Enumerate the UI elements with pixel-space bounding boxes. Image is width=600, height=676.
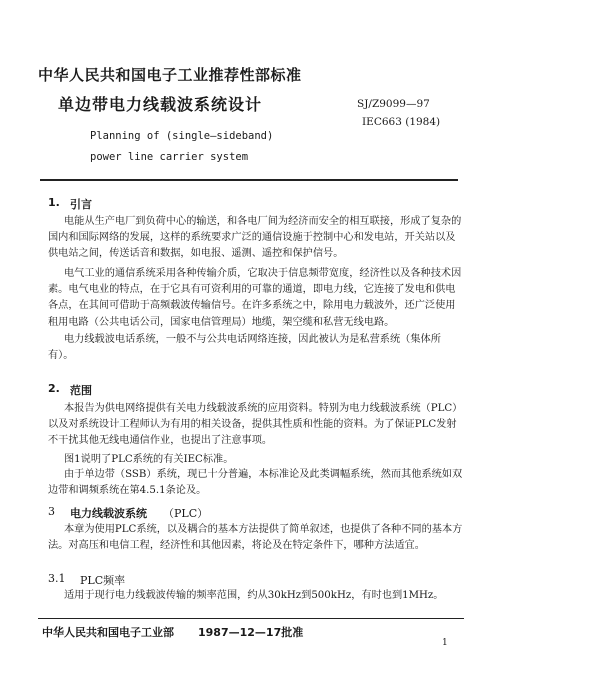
iec-reference: IEC663 (1984)	[362, 116, 441, 128]
section-2-paragraph-3: 由于单边带（SSB）系统，现已十分普遍，本标准论及此类调幅系统，然而其他系统如双边带和调频系统在第4.5.1条论及。	[48, 469, 463, 497]
subsection-3-1-title: PLC频率	[80, 574, 126, 587]
standard-number: SJ/Z9099—97	[357, 98, 430, 110]
approval-date: 1987—12—17批准	[198, 626, 304, 639]
section-1-paragraph-2: 电气工业的通信系统采用各种传输介质，它取决于信息频带宽度，经济性以及各种技术因素。电气电业的特点，在于它具有可资利用的可靠的通道，即电力线，它连接了发电和供电各点，在其间可借助于高频载波传输信号。在许多系统之中，除用电力载波外，还广泛使用租用电路（公共电话公司，国家电信管理局）地缆，架空缆和私营无线电路。	[48, 268, 462, 328]
issuing-authority: 中华人民共和国电子工业部	[42, 626, 174, 639]
standard-category-title: 中华人民共和国电子工业推荐性部标准	[38, 66, 302, 84]
english-title-line-1: Planning of (single–sideband)	[90, 130, 274, 142]
section-1-paragraph-3: 电力线载波电话系统，一般不与公共电话网络连接，因此被认为是私营系统（集体所有）。	[48, 334, 441, 362]
english-title-line-2: power line carrier system	[90, 151, 249, 163]
document-title: 单边带电力线载波系统设计	[58, 95, 263, 114]
subsection-3-1-paragraph: 适用于现行电力线载波传输的频率范围，约从30kHz到500kHz，有时也到1MHz。	[64, 590, 444, 601]
section-3-number: 3	[48, 505, 55, 518]
section-2-paragraph-2: 图1说明了PLC系统的有关IEC标准。	[64, 454, 234, 465]
footer-divider	[38, 618, 464, 619]
section-3-title-suffix: （PLC）	[163, 507, 209, 520]
section-2-paragraph-1: 本报告为供电网络提供有关电力线载波系统的应用资料。特别为电力线载波系统（PLC）以及对系统设计工程师认为有用的相关设备，提供其性质和性能的资料。为了保证PLC发射不干扰其他无线电通信作业，也提出了注意事项。	[48, 403, 463, 447]
page-number: 1	[442, 638, 448, 648]
header-divider	[40, 179, 458, 181]
section-2-number: 2.	[48, 382, 60, 395]
section-1-paragraph-1: 电能从生产电厂到负荷中心的输送，和各电厂间为经济而安全的相互联接，形成了复杂的国内和国际网络的发展，这样的系统要求广泛的通信设施于控制中心和发电站，开关站以及供电站之间，传送话音和数据，如电报、遥测、遥控和保护信号。	[48, 216, 462, 260]
subsection-3-1-number: 3.1	[48, 572, 66, 585]
section-1-number: 1.	[48, 196, 60, 209]
section-3-title: 电力线载波系统	[70, 507, 147, 520]
section-3-paragraph-1: 本章为使用PLC系统，以及耦合的基本方法提供了简单叙述，也提供了各种不同的基本方法。对高压和电信工程，经济性和其他因素，将论及在特定条件下，哪种方法适宜。	[48, 524, 463, 552]
section-2-title: 范围	[70, 384, 92, 397]
section-1-title: 引言	[70, 198, 92, 211]
